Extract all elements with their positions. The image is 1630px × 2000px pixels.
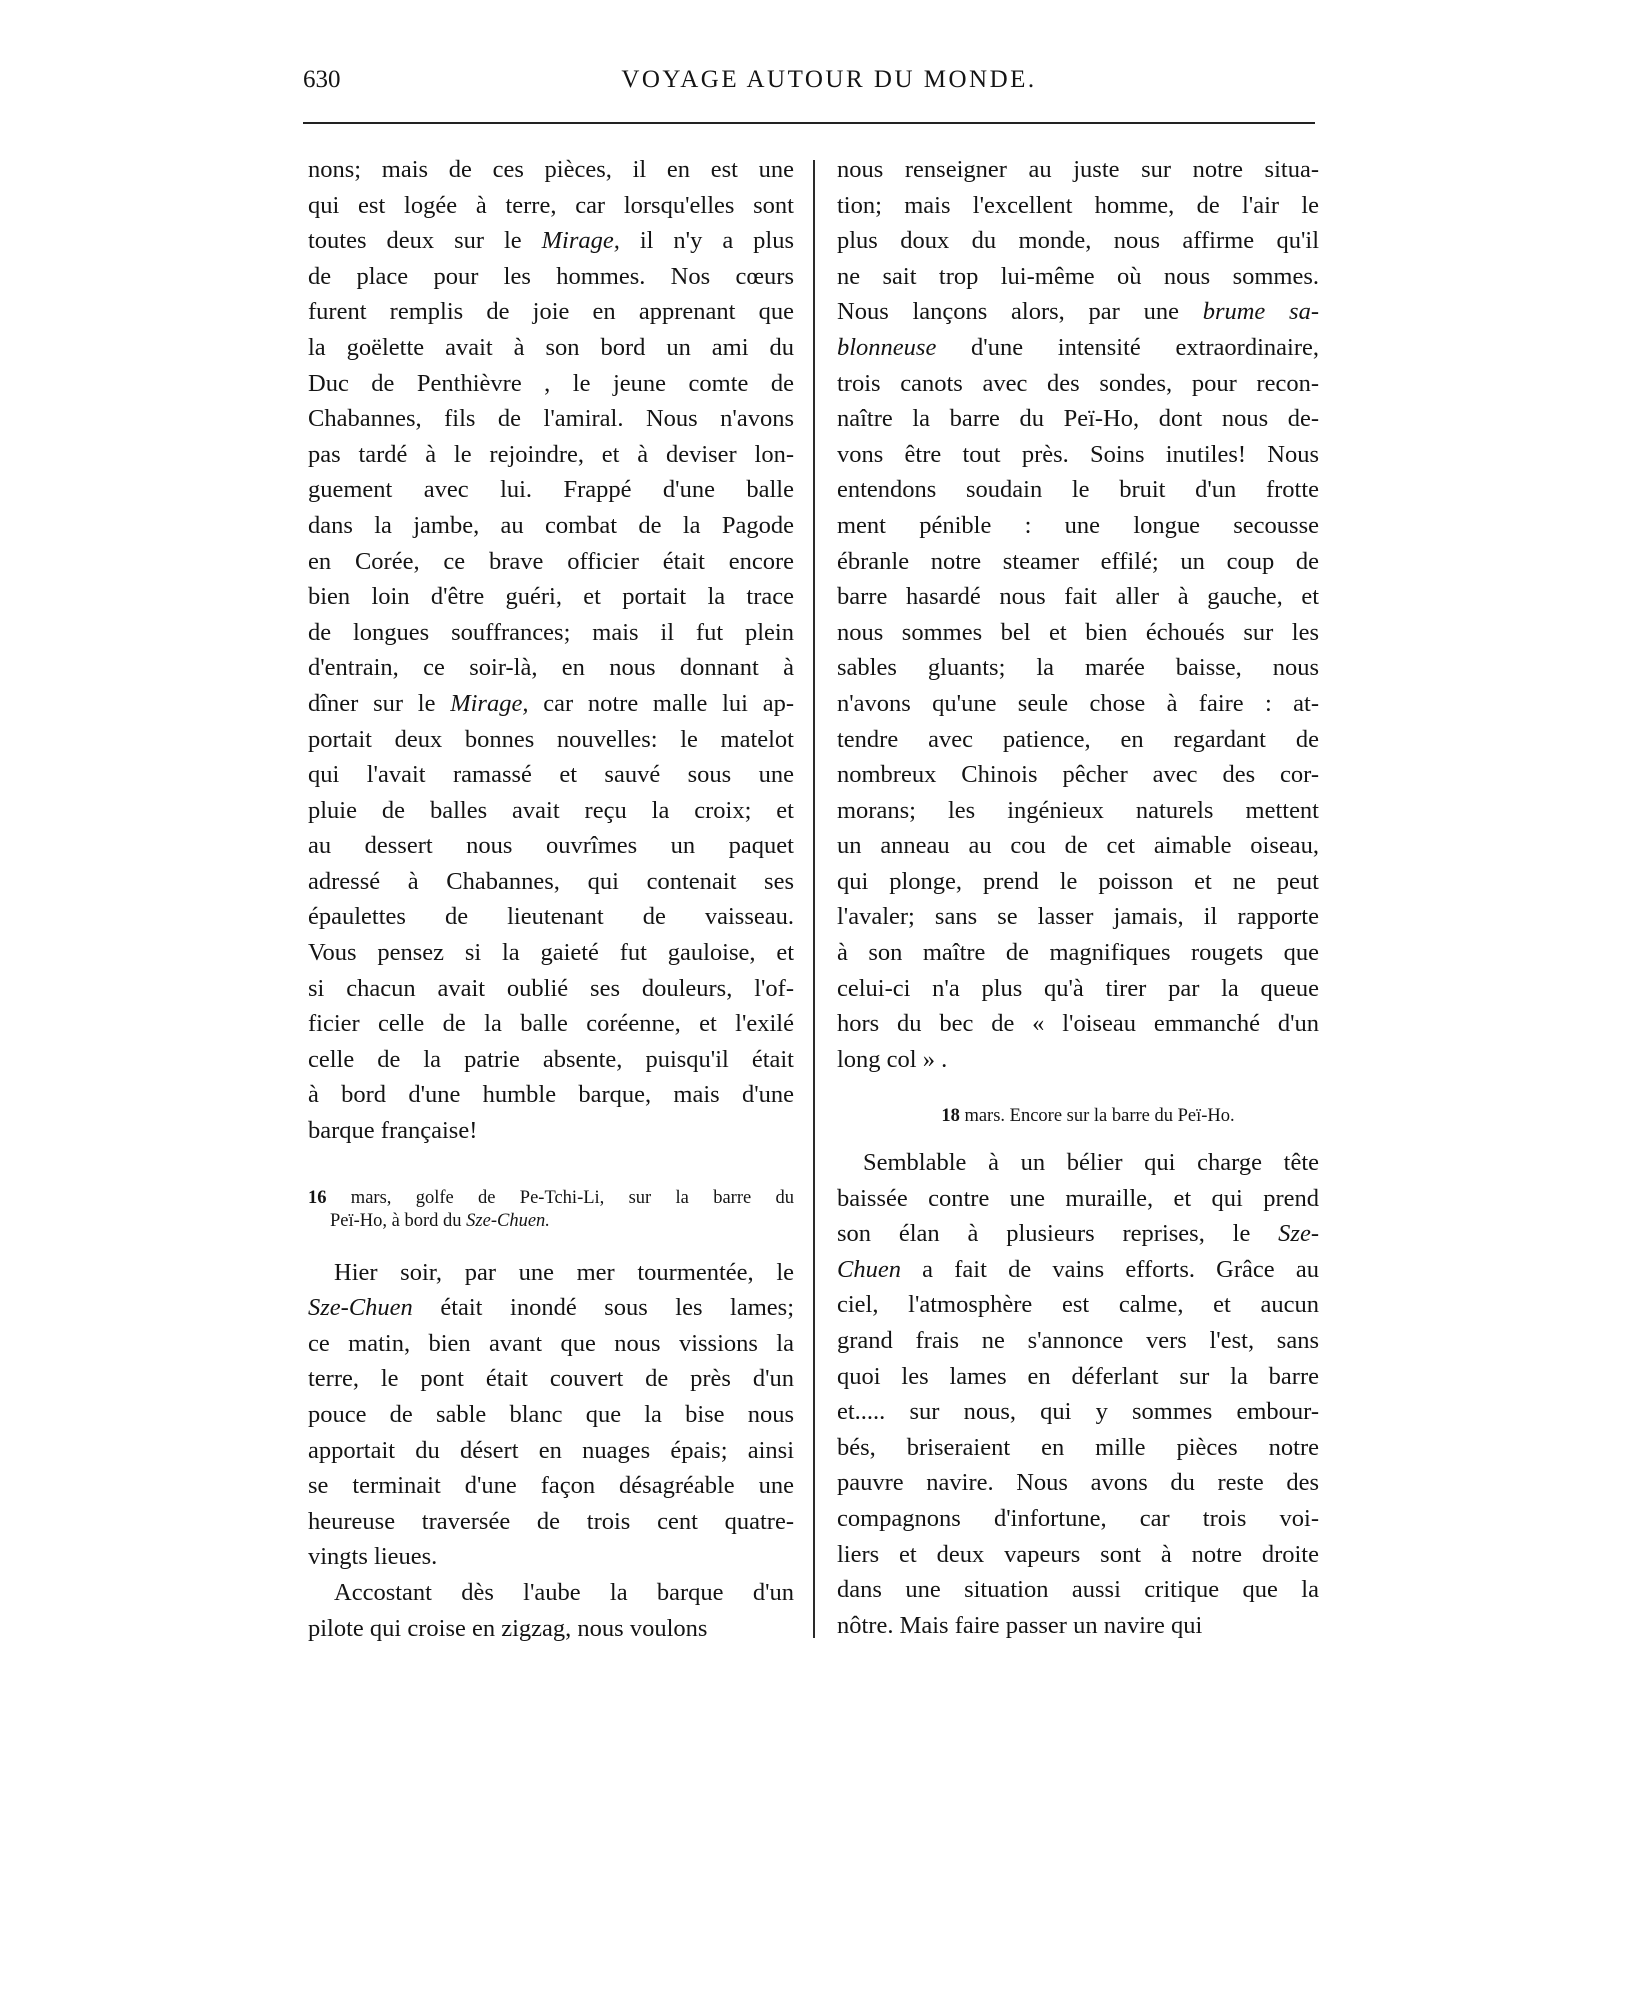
text-line: se terminait d'une façon désagréable une: [308, 1472, 794, 1500]
text-line: Duc de Penthièvre , le jeune comte de: [308, 369, 794, 397]
italic-text: brume sa-: [1202, 298, 1319, 326]
text-line: grand frais ne s'annonce vers l'est, sans: [837, 1327, 1319, 1354]
text-line: nous sommes bel et bien échoués sur les: [837, 618, 1319, 646]
text-line: qui plonge, prend le poisson et ne peut: [837, 867, 1319, 895]
italic-text: Mirage,: [541, 227, 620, 255]
header-rule: [303, 122, 1315, 124]
text-line: au dessert nous ouvrîmes un paquet: [308, 832, 794, 860]
text-line: ficier celle de la balle coréenne, et l'exilé: [308, 1010, 794, 1038]
text-line: liers et deux vapeurs sont à notre droite: [837, 1540, 1319, 1568]
text-line: vons être tout près. Soins inutiles! Nous: [837, 440, 1319, 468]
text-line: baissée contre une muraille, et qui prend: [837, 1184, 1319, 1212]
text-line: Chabannes, fils de l'amiral. Nous n'avons: [308, 405, 794, 433]
text-line: tion; mais l'excellent homme, de l'air le: [837, 191, 1319, 219]
text-line: nous renseigner au juste sur notre situa-: [837, 156, 1319, 183]
left-column: [308, 152, 794, 1646]
text-line: celle de la patrie absente, puisqu'il était: [308, 1045, 794, 1073]
running-title: VOYAGE AUTOUR DU MONDE.: [621, 66, 1037, 93]
text-line: bien loin d'être guéri, et portait la trace: [308, 583, 794, 611]
text-line: dans une situation aussi critique que la: [837, 1576, 1319, 1604]
dateline-text: mars. Encore sur la barre du Peï-Ho.: [959, 1106, 1235, 1127]
text-line: ciel, l'atmosphère est calme, et aucun: [837, 1291, 1319, 1319]
dateline-day: 18: [941, 1106, 960, 1127]
text-line: Vous pensez si la gaieté fut gauloise, et: [308, 939, 794, 967]
spacer: [837, 1135, 1319, 1145]
text-line: entendons soudain le bruit d'un frotte: [837, 476, 1319, 504]
text-line: blonneuse d'une intensité extraordinaire,: [837, 333, 1319, 361]
text-line: terre, le pont était couvert de près d'un: [308, 1365, 794, 1393]
text-line: plus doux du monde, nous affirme qu'il: [837, 227, 1319, 255]
text-line: l'avaler; sans se lasser jamais, il rapporte: [837, 903, 1319, 931]
text-line: apportait du désert en nuages épais; ainsi: [308, 1436, 794, 1464]
text-line: à son maître de magnifiques rougets que: [837, 939, 1319, 967]
dateline-line-2: [308, 1210, 794, 1233]
text-line: heureuse traversée de trois cent quatre-: [308, 1507, 794, 1535]
italic-text: Sze-Chuen: [308, 1294, 413, 1322]
text-line: toutes deux sur le Mirage, il n'y a plus: [308, 227, 794, 255]
text-line: pas tardé à le rejoindre, et à deviser lon-: [308, 440, 794, 468]
italic-text: Sze-: [1278, 1220, 1319, 1248]
text-line: nombreux Chinois pêcher avec des cor-: [837, 761, 1319, 789]
text-line: d'entrain, ce soir-là, en nous donnant à: [308, 654, 794, 682]
text-line: ment pénible : une longue secousse: [837, 511, 1319, 539]
left-dateline: [308, 1187, 794, 1233]
text-line: pilote qui croise en zigzag, nous voulons: [308, 1614, 708, 1642]
dateline-text: Peï-Ho, à bord du: [330, 1210, 467, 1231]
text-line: pluie de balles avait reçu la croix; et: [308, 796, 794, 824]
text-line: morans; les ingénieux naturels mettent: [837, 796, 1319, 824]
right-column: [837, 152, 1319, 1643]
left-paragraph-3: [308, 1575, 794, 1646]
text-line: n'avons qu'une seule chose à faire : at-: [837, 689, 1319, 717]
text-line: adressé à Chabannes, qui contenait ses: [308, 867, 794, 895]
italic-text: Mirage,: [450, 689, 529, 717]
text-line: compagnons d'infortune, car trois voi-: [837, 1504, 1319, 1532]
dateline-line-1: [308, 1187, 794, 1210]
column-divider: [813, 160, 815, 1638]
text-line: ce matin, bien avant que nous vissions la: [308, 1329, 794, 1357]
text-line: quoi les lames en déferlant sur la barre: [837, 1362, 1319, 1390]
text-line: pauvre navire. Nous avons du reste des: [837, 1469, 1319, 1497]
text-line: trois canots avec des sondes, pour recon-: [837, 369, 1319, 397]
text-line: si chacun avait oublié ses douleurs, l'of-: [308, 974, 794, 1002]
italic-text: Chuen: [837, 1255, 901, 1283]
page-number: 630: [303, 66, 341, 93]
text-line: un anneau au cou de cet aimable oiseau,: [837, 832, 1319, 860]
text-line: bés, briseraient en mille pièces notre: [837, 1433, 1319, 1461]
text-line: tendre avec patience, en regardant de: [837, 725, 1319, 753]
text-line: sables gluants; la marée baisse, nous: [837, 654, 1319, 682]
text-line: long col » .: [837, 1045, 948, 1073]
ship-name: Sze-Chuen.: [466, 1210, 550, 1231]
text-line: guement avec lui. Frappé d'une balle: [308, 476, 794, 504]
text-line: son élan à plusieurs reprises, le Sze-: [837, 1220, 1319, 1248]
text-line: celui-ci n'a plus qu'à tirer par la queue: [837, 974, 1319, 1002]
text-line: Sze-Chuen était inondé sous les lames;: [308, 1294, 794, 1322]
text-line: ébranle notre steamer effilé; un coup de: [837, 547, 1319, 575]
right-paragraph-1: [837, 152, 1319, 1077]
text-line: qui est logée à terre, car lorsqu'elles sont: [308, 191, 794, 219]
spacer: [837, 1077, 1319, 1099]
text-line: naître la barre du Peï-Ho, dont nous de-: [837, 405, 1319, 433]
text-line: barre hasardé nous fait aller à gauche, et: [837, 583, 1319, 611]
text-line: vingts lieues.: [308, 1543, 438, 1571]
right-dateline: [837, 1099, 1319, 1135]
text-line: barque française!: [308, 1117, 478, 1145]
text-line: Chuen a fait de vains efforts. Grâce au: [837, 1255, 1319, 1283]
text-line: dans la jambe, au combat de la Pagode: [308, 511, 794, 539]
text-line: portait deux bonnes nouvelles: le matelot: [308, 725, 794, 753]
text-line: furent remplis de joie en apprenant que: [308, 298, 794, 326]
text-line: de place pour les hommes. Nos cœurs: [308, 262, 794, 290]
text-line: dîner sur le Mirage, car notre malle lui ap-: [308, 689, 794, 717]
text-line: qui l'avait ramassé et sauvé sous une: [308, 761, 794, 789]
left-paragraph-2: [308, 1255, 794, 1575]
text-line: nons; mais de ces pièces, il en est une: [308, 156, 794, 183]
text-line: de longues souffrances; mais il fut plein: [308, 618, 794, 646]
text-line: Semblable à un bélier qui charge tête: [863, 1149, 1319, 1177]
page-header: [303, 66, 1315, 106]
italic-text: blonneuse: [837, 333, 937, 361]
left-paragraph-1: [308, 152, 794, 1149]
text-line: en Corée, ce brave officier était encore: [308, 547, 794, 575]
text-line: Hier soir, par une mer tourmentée, le: [334, 1258, 794, 1286]
dateline-day: 16: [308, 1187, 327, 1208]
text-line: Nous lançons alors, par une brume sa-: [837, 298, 1319, 326]
text-line: et..... sur nous, qui y sommes embour-: [837, 1398, 1319, 1426]
text-line: pouce de sable blanc que la bise nous: [308, 1401, 794, 1428]
dateline-text: mars, golfe de Pe-Tchi-Li, sur la barre du: [326, 1187, 794, 1208]
text-line: nôtre. Mais faire passer un navire qui: [837, 1611, 1203, 1639]
text-line: à bord d'une humble barque, mais d'une: [308, 1081, 794, 1109]
text-line: épaulettes de lieutenant de vaisseau.: [308, 903, 794, 931]
text-line: la goëlette avait à son bord un ami du: [308, 333, 794, 361]
spacer: [308, 1149, 794, 1187]
spacer: [308, 1233, 794, 1255]
right-paragraph-2: [837, 1145, 1319, 1643]
text-line: ne sait trop lui-même où nous sommes.: [837, 262, 1319, 290]
text-line: Accostant dès l'aube la barque d'un: [334, 1578, 794, 1606]
text-line: hors du bec de « l'oiseau emmanché d'un: [837, 1010, 1319, 1038]
